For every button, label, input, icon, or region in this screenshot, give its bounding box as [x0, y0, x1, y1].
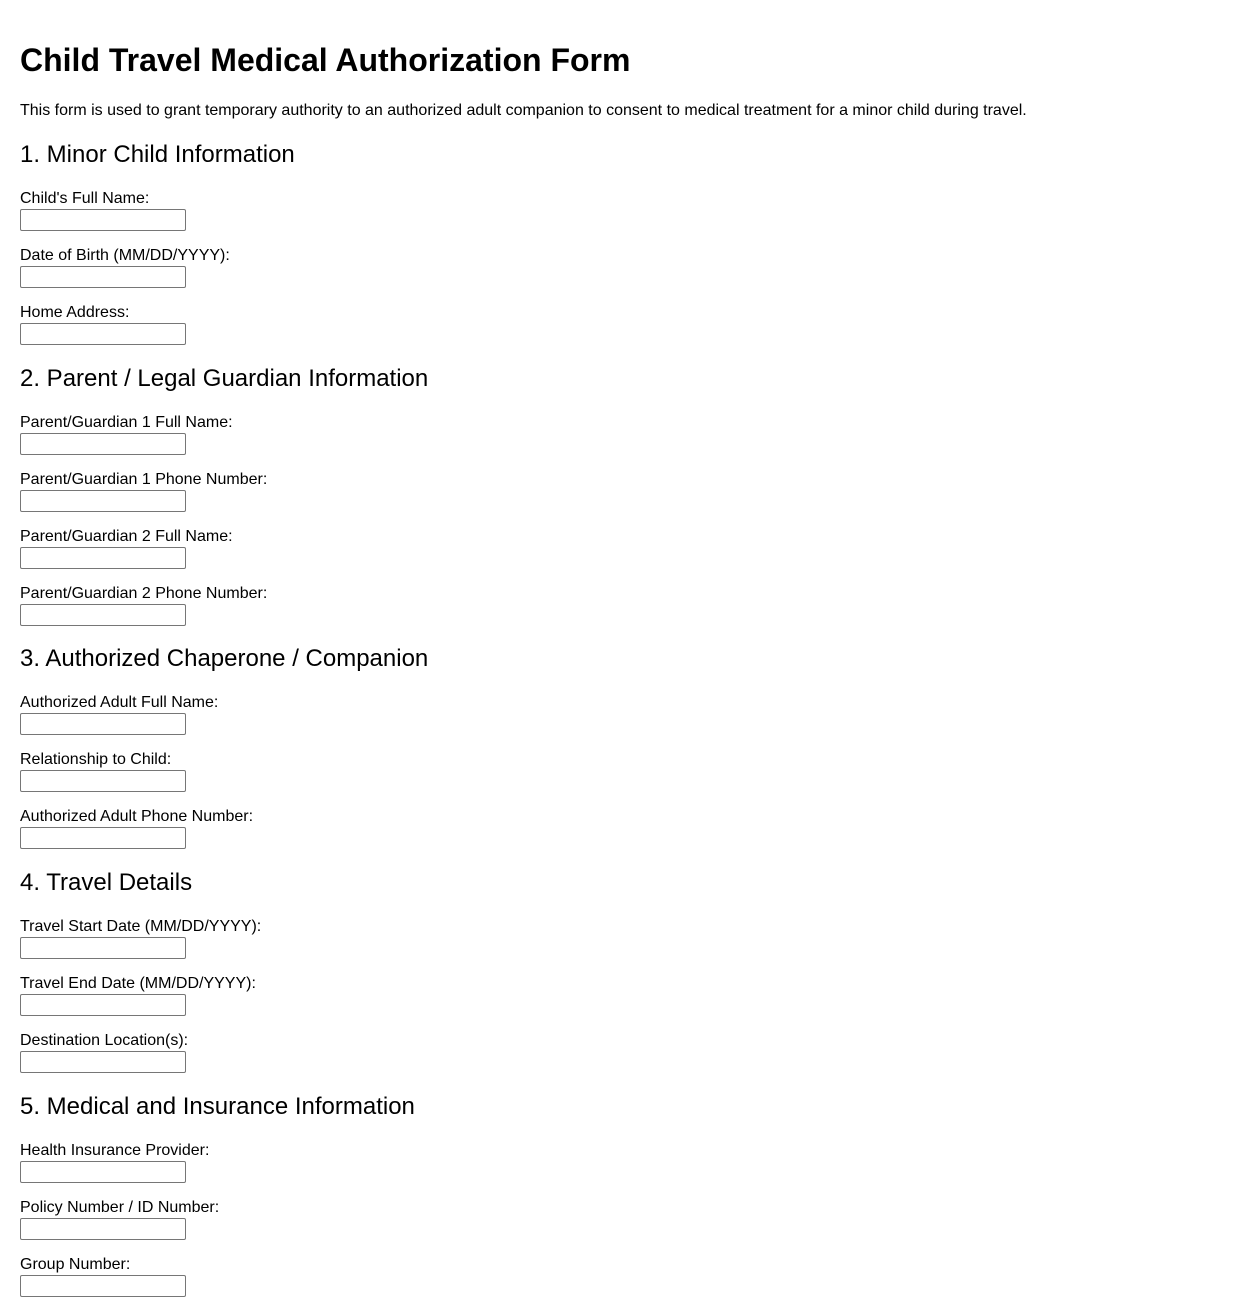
authorized-adult-phone-label: Authorized Adult Phone Number: [20, 808, 254, 825]
field-guardian1-name [20, 414, 420, 458]
guardian2-phone-label: Parent/Guardian 2 Phone Number: [20, 585, 268, 602]
guardian1-phone-label: Parent/Guardian 1 Phone Number: [20, 471, 268, 488]
section-heading-chaperone: 3. Authorized Chaperone / Companion [20, 645, 429, 672]
guardian2-phone-input[interactable] [20, 604, 186, 626]
section-heading-medical-insurance: 5. Medical and Insurance Information [20, 1093, 415, 1120]
relationship-label: Relationship to Child: [20, 751, 172, 768]
child-dob-input[interactable] [20, 266, 186, 288]
guardian1-name-input[interactable] [20, 433, 186, 455]
destination-input[interactable] [20, 1051, 186, 1073]
field-destination [20, 1032, 420, 1076]
guardian1-name-label: Parent/Guardian 1 Full Name: [20, 414, 233, 431]
child-full-name-input[interactable] [20, 209, 186, 231]
field-group-number [20, 1256, 420, 1300]
relationship-input[interactable] [20, 770, 186, 792]
authorized-adult-name-label: Authorized Adult Full Name: [20, 694, 219, 711]
travel-start-date-label: Travel Start Date (MM/DD/YYYY): [20, 918, 262, 935]
destination-label: Destination Location(s): [20, 1032, 189, 1049]
field-insurance-provider [20, 1142, 420, 1186]
home-address-input[interactable] [20, 323, 186, 345]
page-title: Child Travel Medical Authorization Form [20, 42, 631, 78]
section-heading-parent-guardian: 2. Parent / Legal Guardian Information [20, 365, 429, 392]
travel-end-date-input[interactable] [20, 994, 186, 1016]
field-travel-end-date [20, 975, 420, 1019]
form-intro: This form is used to grant temporary authority to an authorized adult companion to consent to medical treatment for a minor child during travel. [20, 102, 1027, 119]
field-travel-start-date [20, 918, 420, 962]
policy-number-input[interactable] [20, 1218, 186, 1240]
child-dob-label: Date of Birth (MM/DD/YYYY): [20, 247, 230, 264]
guardian2-name-input[interactable] [20, 547, 186, 569]
home-address-label: Home Address: [20, 304, 130, 321]
travel-start-date-input[interactable] [20, 937, 186, 959]
field-child-full-name [20, 190, 420, 234]
policy-number-label: Policy Number / ID Number: [20, 1199, 220, 1216]
field-child-dob [20, 247, 420, 291]
insurance-provider-input[interactable] [20, 1161, 186, 1183]
guardian2-name-label: Parent/Guardian 2 Full Name: [20, 528, 233, 545]
insurance-provider-label: Health Insurance Provider: [20, 1142, 210, 1159]
group-number-input[interactable] [20, 1275, 186, 1297]
field-policy-number [20, 1199, 420, 1243]
travel-end-date-label: Travel End Date (MM/DD/YYYY): [20, 975, 256, 992]
field-authorized-adult-phone [20, 808, 420, 852]
field-home-address [20, 304, 420, 348]
group-number-label: Group Number: [20, 1256, 131, 1273]
field-guardian2-name [20, 528, 420, 572]
field-relationship [20, 751, 420, 795]
child-full-name-label: Child's Full Name: [20, 190, 150, 207]
authorized-adult-name-input[interactable] [20, 713, 186, 735]
field-guardian2-phone [20, 585, 420, 629]
section-heading-minor-child: 1. Minor Child Information [20, 141, 295, 168]
field-authorized-adult-name [20, 694, 420, 738]
guardian1-phone-input[interactable] [20, 490, 186, 512]
authorized-adult-phone-input[interactable] [20, 827, 186, 849]
field-guardian1-phone [20, 471, 420, 515]
section-heading-travel-details: 4. Travel Details [20, 869, 193, 896]
